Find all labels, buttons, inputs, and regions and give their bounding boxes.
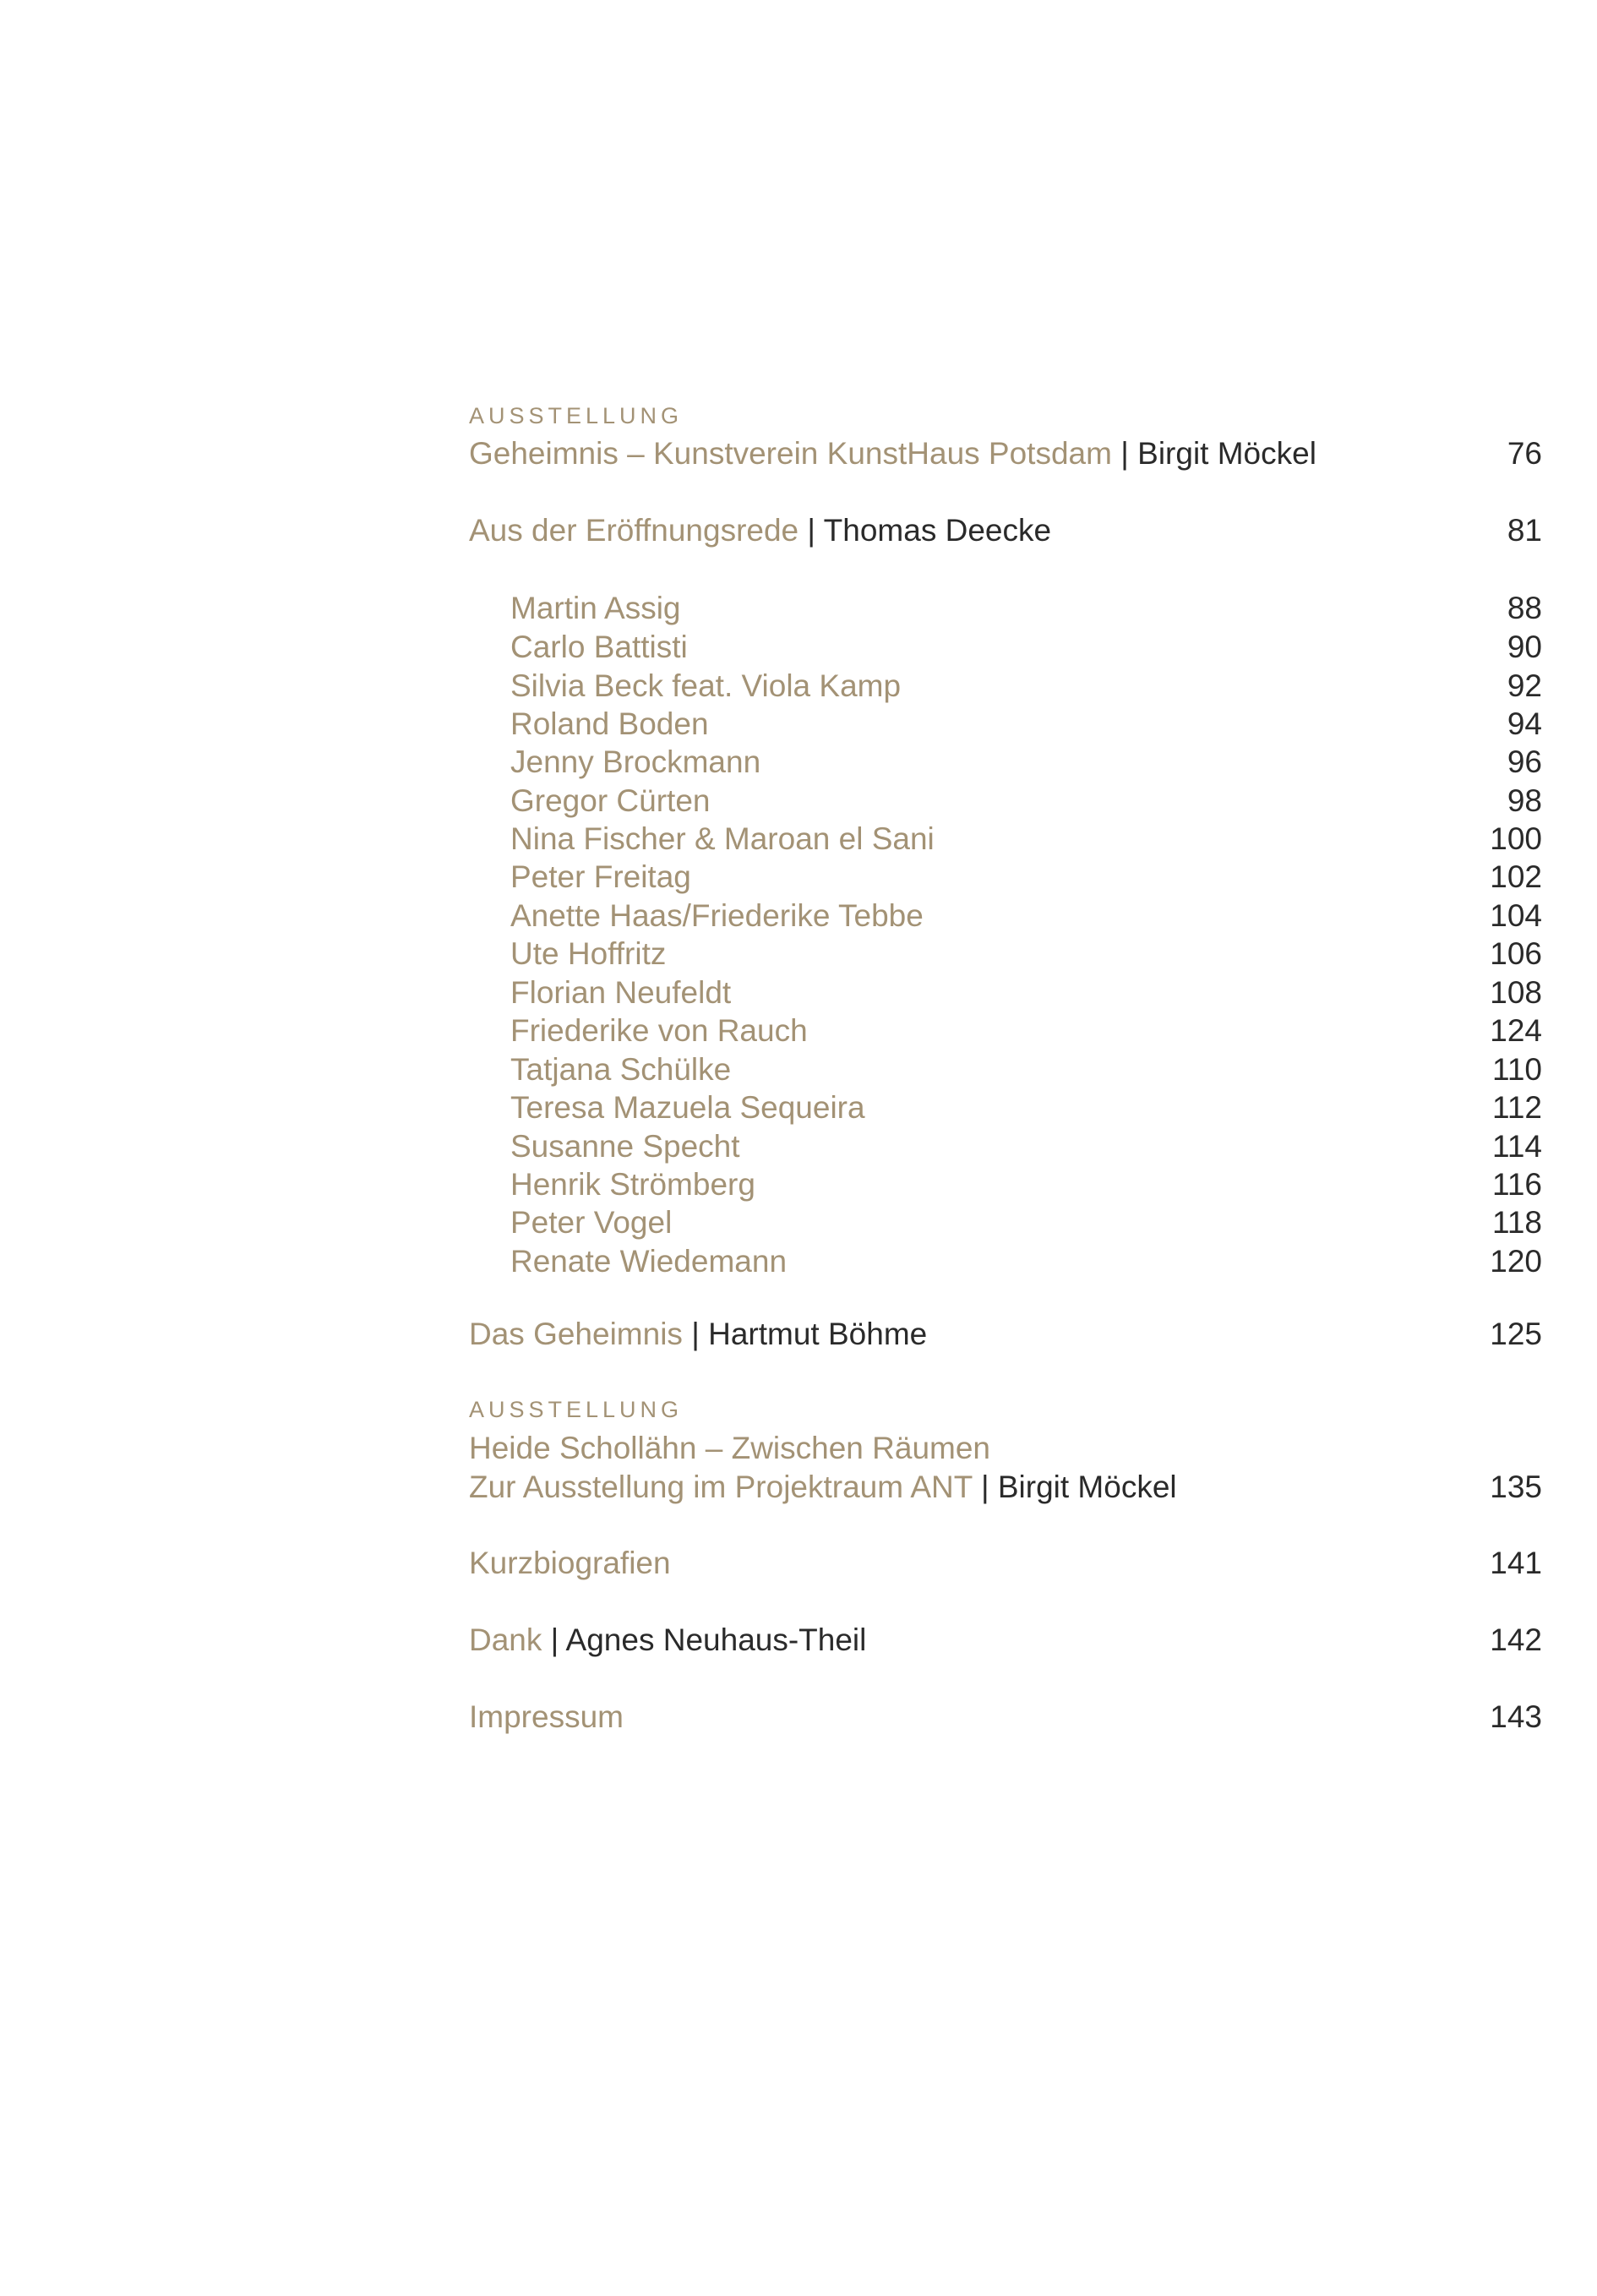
- artist-name: Susanne Specht: [510, 1129, 740, 1164]
- artist-entry[interactable]: [469, 820, 1542, 859]
- toc-entry[interactable]: [469, 1315, 1542, 1354]
- artist-name: Gregor Cürten: [510, 783, 711, 818]
- toc-entry[interactable]: [469, 511, 1542, 550]
- toc-entry-title-line[interactable]: [469, 1429, 1542, 1468]
- separator: |: [550, 1622, 559, 1657]
- page-number: 94: [1507, 706, 1542, 741]
- separator: |: [980, 1470, 989, 1504]
- artist-entry[interactable]: [469, 667, 1542, 706]
- entry-title: Zur Ausstellung im Projektraum ANT: [469, 1470, 973, 1504]
- page-number: 120: [1490, 1244, 1542, 1279]
- artist-name: Florian Neufeldt: [510, 975, 732, 1010]
- entry-author: Thomas Deecke: [823, 513, 1052, 548]
- toc-entry-impressum[interactable]: [469, 1698, 1542, 1737]
- page-number: 76: [1507, 436, 1542, 471]
- artist-entry[interactable]: [469, 1242, 1542, 1281]
- page-number: 98: [1507, 783, 1542, 818]
- entry-author: Birgit Möckel: [997, 1470, 1177, 1504]
- separator: |: [1120, 436, 1129, 471]
- entry-author: Hartmut Böhme: [708, 1317, 928, 1351]
- artist-entry[interactable]: [469, 897, 1542, 935]
- artist-name: Henrik Strömberg: [510, 1167, 755, 1202]
- artist-entry[interactable]: [469, 705, 1542, 744]
- artist-name: Silvia Beck feat. Viola Kamp: [510, 668, 902, 703]
- page-number: 112: [1492, 1090, 1542, 1125]
- artist-name: Friederike von Rauch: [510, 1013, 808, 1048]
- artist-entry[interactable]: [469, 1165, 1542, 1204]
- page-number: 110: [1492, 1052, 1542, 1087]
- toc-entry-kurzbiografien[interactable]: [469, 1544, 1542, 1583]
- page-number: 81: [1507, 513, 1542, 548]
- toc-entry-dank[interactable]: [469, 1621, 1542, 1660]
- artist-entry[interactable]: [469, 1012, 1542, 1050]
- page-number: 96: [1507, 744, 1542, 779]
- artist-name: Anette Haas/Friederike Tebbe: [510, 898, 924, 933]
- page-number: 100: [1490, 821, 1542, 856]
- page-number: 143: [1490, 1699, 1542, 1734]
- toc-entry[interactable]: [469, 1468, 1542, 1507]
- artist-entry[interactable]: [469, 935, 1542, 973]
- page-number: 141: [1490, 1546, 1542, 1580]
- section-label: AUSSTELLUNG: [469, 1397, 684, 1422]
- entry-title: Heide Schollähn – Zwischen Räumen: [469, 1431, 991, 1465]
- artist-entry[interactable]: [469, 589, 1542, 628]
- page-number: 102: [1490, 859, 1542, 894]
- section-label: AUSSTELLUNG: [469, 403, 684, 428]
- artist-name: Carlo Battisti: [510, 630, 688, 664]
- toc-entry[interactable]: [469, 434, 1542, 473]
- artist-name: Renate Wiedemann: [510, 1244, 788, 1279]
- page-number: 114: [1492, 1129, 1542, 1164]
- entry-title: Das Geheimnis: [469, 1317, 683, 1351]
- artist-name: Roland Boden: [510, 706, 709, 741]
- page-number: 142: [1490, 1622, 1542, 1657]
- page-number: 92: [1507, 668, 1542, 703]
- artist-entry[interactable]: [469, 1127, 1542, 1166]
- artist-entry[interactable]: [469, 1088, 1542, 1127]
- artist-entry[interactable]: [469, 743, 1542, 782]
- artist-name: Martin Assig: [510, 591, 681, 625]
- page-number: 90: [1507, 630, 1542, 664]
- artist-name: Nina Fischer & Maroan el Sani: [510, 821, 935, 856]
- artist-name: Jenny Brockmann: [510, 744, 761, 779]
- page-number: 104: [1490, 898, 1542, 933]
- artist-name: Teresa Mazuela Sequeira: [510, 1090, 865, 1125]
- separator: |: [807, 513, 816, 548]
- artist-name: Ute Hoffritz: [510, 936, 667, 971]
- artist-entry[interactable]: [469, 1050, 1542, 1089]
- entry-title: Geheimnis – Kunstverein KunstHaus Potsdam: [469, 436, 1112, 471]
- artist-entry[interactable]: [469, 628, 1542, 667]
- page-number: 106: [1490, 936, 1542, 971]
- artist-entry[interactable]: [469, 973, 1542, 1012]
- entry-title: Impressum: [469, 1699, 624, 1734]
- page-number: 125: [1490, 1317, 1542, 1351]
- entry-title: Dank: [469, 1622, 542, 1657]
- page-number: 135: [1490, 1470, 1542, 1504]
- page-number: 108: [1490, 975, 1542, 1010]
- page-number: 116: [1492, 1167, 1542, 1202]
- artist-name: Peter Vogel: [510, 1205, 673, 1240]
- page-number: 124: [1490, 1013, 1542, 1048]
- artist-name: Tatjana Schülke: [510, 1052, 732, 1087]
- entry-title: Kurzbiografien: [469, 1546, 671, 1580]
- page-number: 118: [1492, 1205, 1542, 1240]
- artist-entry[interactable]: [469, 782, 1542, 821]
- separator: |: [691, 1317, 700, 1351]
- entry-author: Agnes Neuhaus-Theil: [565, 1622, 867, 1657]
- entry-author: Birgit Möckel: [1137, 436, 1316, 471]
- page-number: 88: [1507, 591, 1542, 625]
- artist-entry[interactable]: [469, 858, 1542, 897]
- artist-name: Peter Freitag: [510, 859, 691, 894]
- entry-title: Aus der Eröffnungsrede: [469, 513, 799, 548]
- artist-entry[interactable]: [469, 1203, 1542, 1242]
